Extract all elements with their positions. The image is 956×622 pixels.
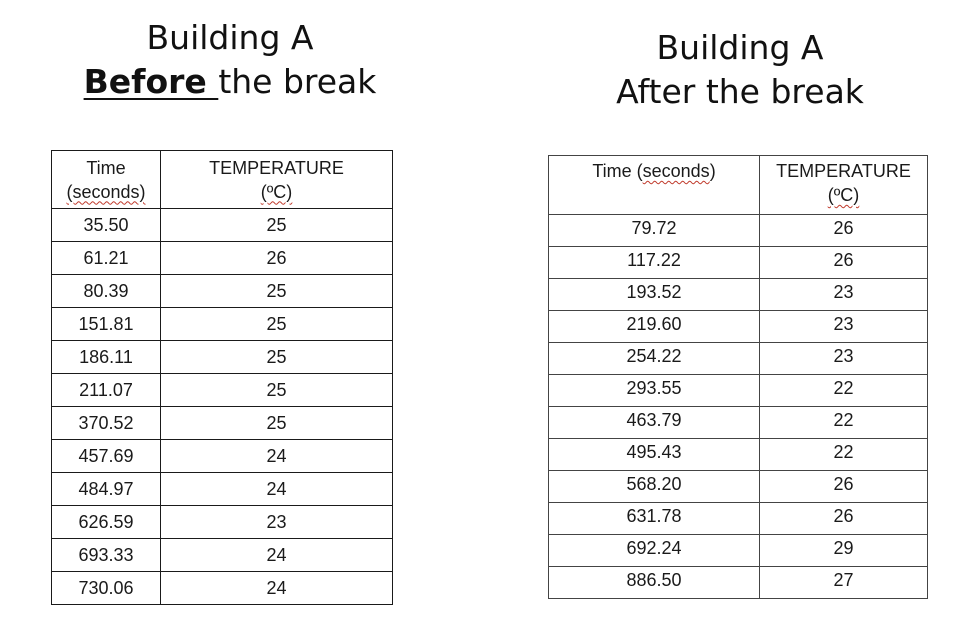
time-cell: 79.72	[549, 215, 760, 247]
left-title-line1: Building A	[146, 18, 314, 57]
table-row	[52, 242, 393, 275]
temperature-unit: (ºC)	[260, 181, 293, 202]
temperature-cell: 25	[161, 209, 393, 242]
temperature-cell: 24	[161, 572, 393, 605]
time-cell: 484.97	[52, 473, 161, 506]
table-row	[52, 209, 393, 242]
temperature-cell: 23	[760, 279, 928, 311]
time-cell: 193.52	[549, 279, 760, 311]
temperature-cell: 26	[760, 503, 928, 535]
right-title	[560, 26, 920, 114]
temperature-cell: 26	[760, 215, 928, 247]
left-title-line2	[60, 60, 400, 104]
time-cell: 219.60	[549, 311, 760, 343]
after-break-table	[548, 155, 928, 599]
time-cell: 495.43	[549, 439, 760, 471]
table-row	[52, 374, 393, 407]
time-cell: 186.11	[52, 341, 161, 374]
time-cell: 117.22	[549, 247, 760, 279]
table-row	[549, 247, 928, 279]
table-row	[549, 439, 928, 471]
time-cell: 80.39	[52, 275, 161, 308]
time-cell: 61.21	[52, 242, 161, 275]
table-row	[52, 473, 393, 506]
temperature-cell: 24	[161, 440, 393, 473]
table-header-row	[549, 156, 928, 215]
temperature-cell: 23	[161, 506, 393, 539]
table-row	[52, 275, 393, 308]
table-row	[549, 279, 928, 311]
temperature-cell: 25	[161, 374, 393, 407]
table-row	[52, 308, 393, 341]
temperature-cell: 25	[161, 275, 393, 308]
table-row	[549, 343, 928, 375]
time-cell: 631.78	[549, 503, 760, 535]
table-row	[549, 503, 928, 535]
table-row	[52, 539, 393, 572]
temperature-cell: 22	[760, 375, 928, 407]
table-row	[549, 471, 928, 503]
time-cell: 626.59	[52, 506, 161, 539]
temperature-column-header: TEMPERATURE (ºC)	[760, 156, 928, 215]
temperature-cell: 23	[760, 343, 928, 375]
temperature-cell: 22	[760, 407, 928, 439]
time-cell: 457.69	[52, 440, 161, 473]
time-cell: 730.06	[52, 572, 161, 605]
temperature-cell: 26	[760, 247, 928, 279]
temperature-cell: 25	[161, 341, 393, 374]
time-column-header: Time (seconds)	[52, 151, 161, 209]
table-row	[52, 506, 393, 539]
time-cell: 35.50	[52, 209, 161, 242]
left-title-rest: the break	[218, 62, 377, 101]
temperature-column-header: TEMPERATURE (ºC)	[161, 151, 393, 209]
time-cell: 370.52	[52, 407, 161, 440]
temperature-cell: 26	[161, 242, 393, 275]
time-cell: 692.24	[549, 535, 760, 567]
table-row	[52, 341, 393, 374]
time-unit: (seconds)	[66, 181, 146, 202]
table-row	[52, 440, 393, 473]
table-row	[549, 311, 928, 343]
temperature-cell: 27	[760, 567, 928, 599]
temperature-cell: 25	[161, 308, 393, 341]
time-cell: 293.55	[549, 375, 760, 407]
temperature-cell: 29	[760, 535, 928, 567]
right-title-line1: Building A	[656, 28, 824, 67]
temperature-cell: 26	[760, 471, 928, 503]
table-row	[549, 215, 928, 247]
table-row	[52, 407, 393, 440]
temperature-cell: 25	[161, 407, 393, 440]
left-title-emphasis: Before	[83, 62, 219, 101]
time-cell: 693.33	[52, 539, 161, 572]
table-row	[549, 375, 928, 407]
temperature-cell: 23	[760, 311, 928, 343]
temperature-cell: 22	[760, 439, 928, 471]
time-column-header: Time (seconds)	[549, 156, 760, 215]
right-title-line2: After the break	[616, 72, 864, 111]
time-cell: 254.22	[549, 343, 760, 375]
table-row	[52, 572, 393, 605]
left-title	[60, 16, 400, 104]
table-row	[549, 567, 928, 599]
temperature-unit: (ºC)	[827, 185, 860, 205]
table-row	[549, 407, 928, 439]
time-cell: 211.07	[52, 374, 161, 407]
time-cell: 463.79	[549, 407, 760, 439]
time-cell: 151.81	[52, 308, 161, 341]
table-row	[549, 535, 928, 567]
before-break-table	[51, 150, 393, 605]
temperature-cell: 24	[161, 473, 393, 506]
time-cell: 568.20	[549, 471, 760, 503]
time-cell: 886.50	[549, 567, 760, 599]
temperature-cell: 24	[161, 539, 393, 572]
table-header-row	[52, 151, 393, 209]
time-unit: seconds	[642, 161, 710, 181]
